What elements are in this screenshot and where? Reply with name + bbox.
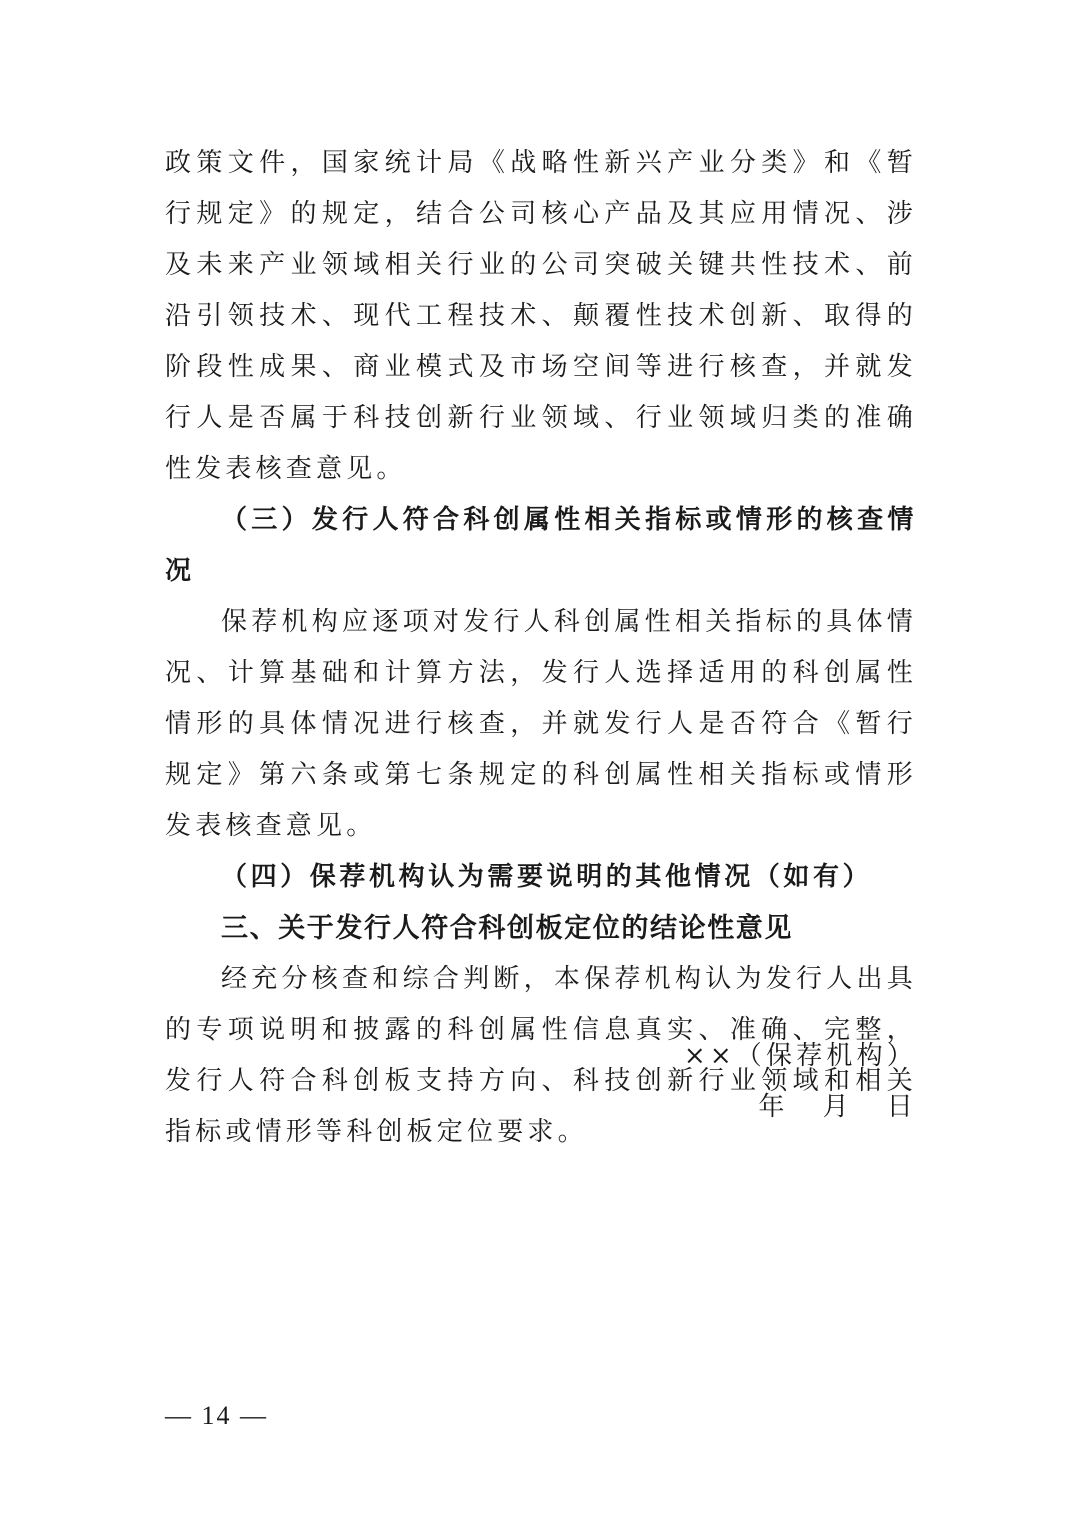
- signature-date: [684, 1082, 917, 1133]
- page-number: — 14 —: [165, 1401, 268, 1430]
- document-body: [165, 138, 917, 1158]
- heading-conclusion: 三、关于发行人符合科创板定位的结论性意见: [221, 913, 793, 944]
- subheading-section-3: （三）发行人符合科创属性相关指标或情形的核查情况: [165, 505, 917, 586]
- date-month: 月: [822, 1092, 853, 1122]
- signature-institution: ××（保荐机构）: [683, 1041, 917, 1071]
- signature-block: [684, 1031, 917, 1133]
- date-day: 日: [886, 1092, 917, 1122]
- paragraph-policy-review: 政策文件，国家统计局《战略性新兴产业分类》和《暂行规定》的规定，结合公司核心产品及其应用情况、涉及未来产业领域相关行业的公司突破关键共性技术、前沿引领技术、现代工程技术、颠覆性技术创新、取得的阶段性成果、商业模式及市场空间等进行核查，并就发行人是否属于科技创新行业领域、行业领域归类的准确性发表核查意见。: [165, 148, 917, 484]
- paragraph-indicator-review: 保荐机构应逐项对发行人科创属性相关指标的具体情况、计算基础和计算方法，发行人选择适用的科创属性情形的具体情况进行核查，并就发行人是否符合《暂行规定》第六条或第七条规定的科创属性相关指标或情形发表核查意见。: [165, 607, 917, 841]
- subheading-section-4: （四）保荐机构认为需要说明的其他情况（如有）: [221, 862, 873, 892]
- paragraph-conclusion: 经充分核查和综合判断，本保荐机构认为发行人出具的专项说明和披露的科创属性信息真实、准确、完整，发行人符合科创板支持方向、科技创新行业领域和相关指标或情形等科创板定位要求。: [165, 964, 917, 1147]
- date-year: 年: [758, 1092, 789, 1122]
